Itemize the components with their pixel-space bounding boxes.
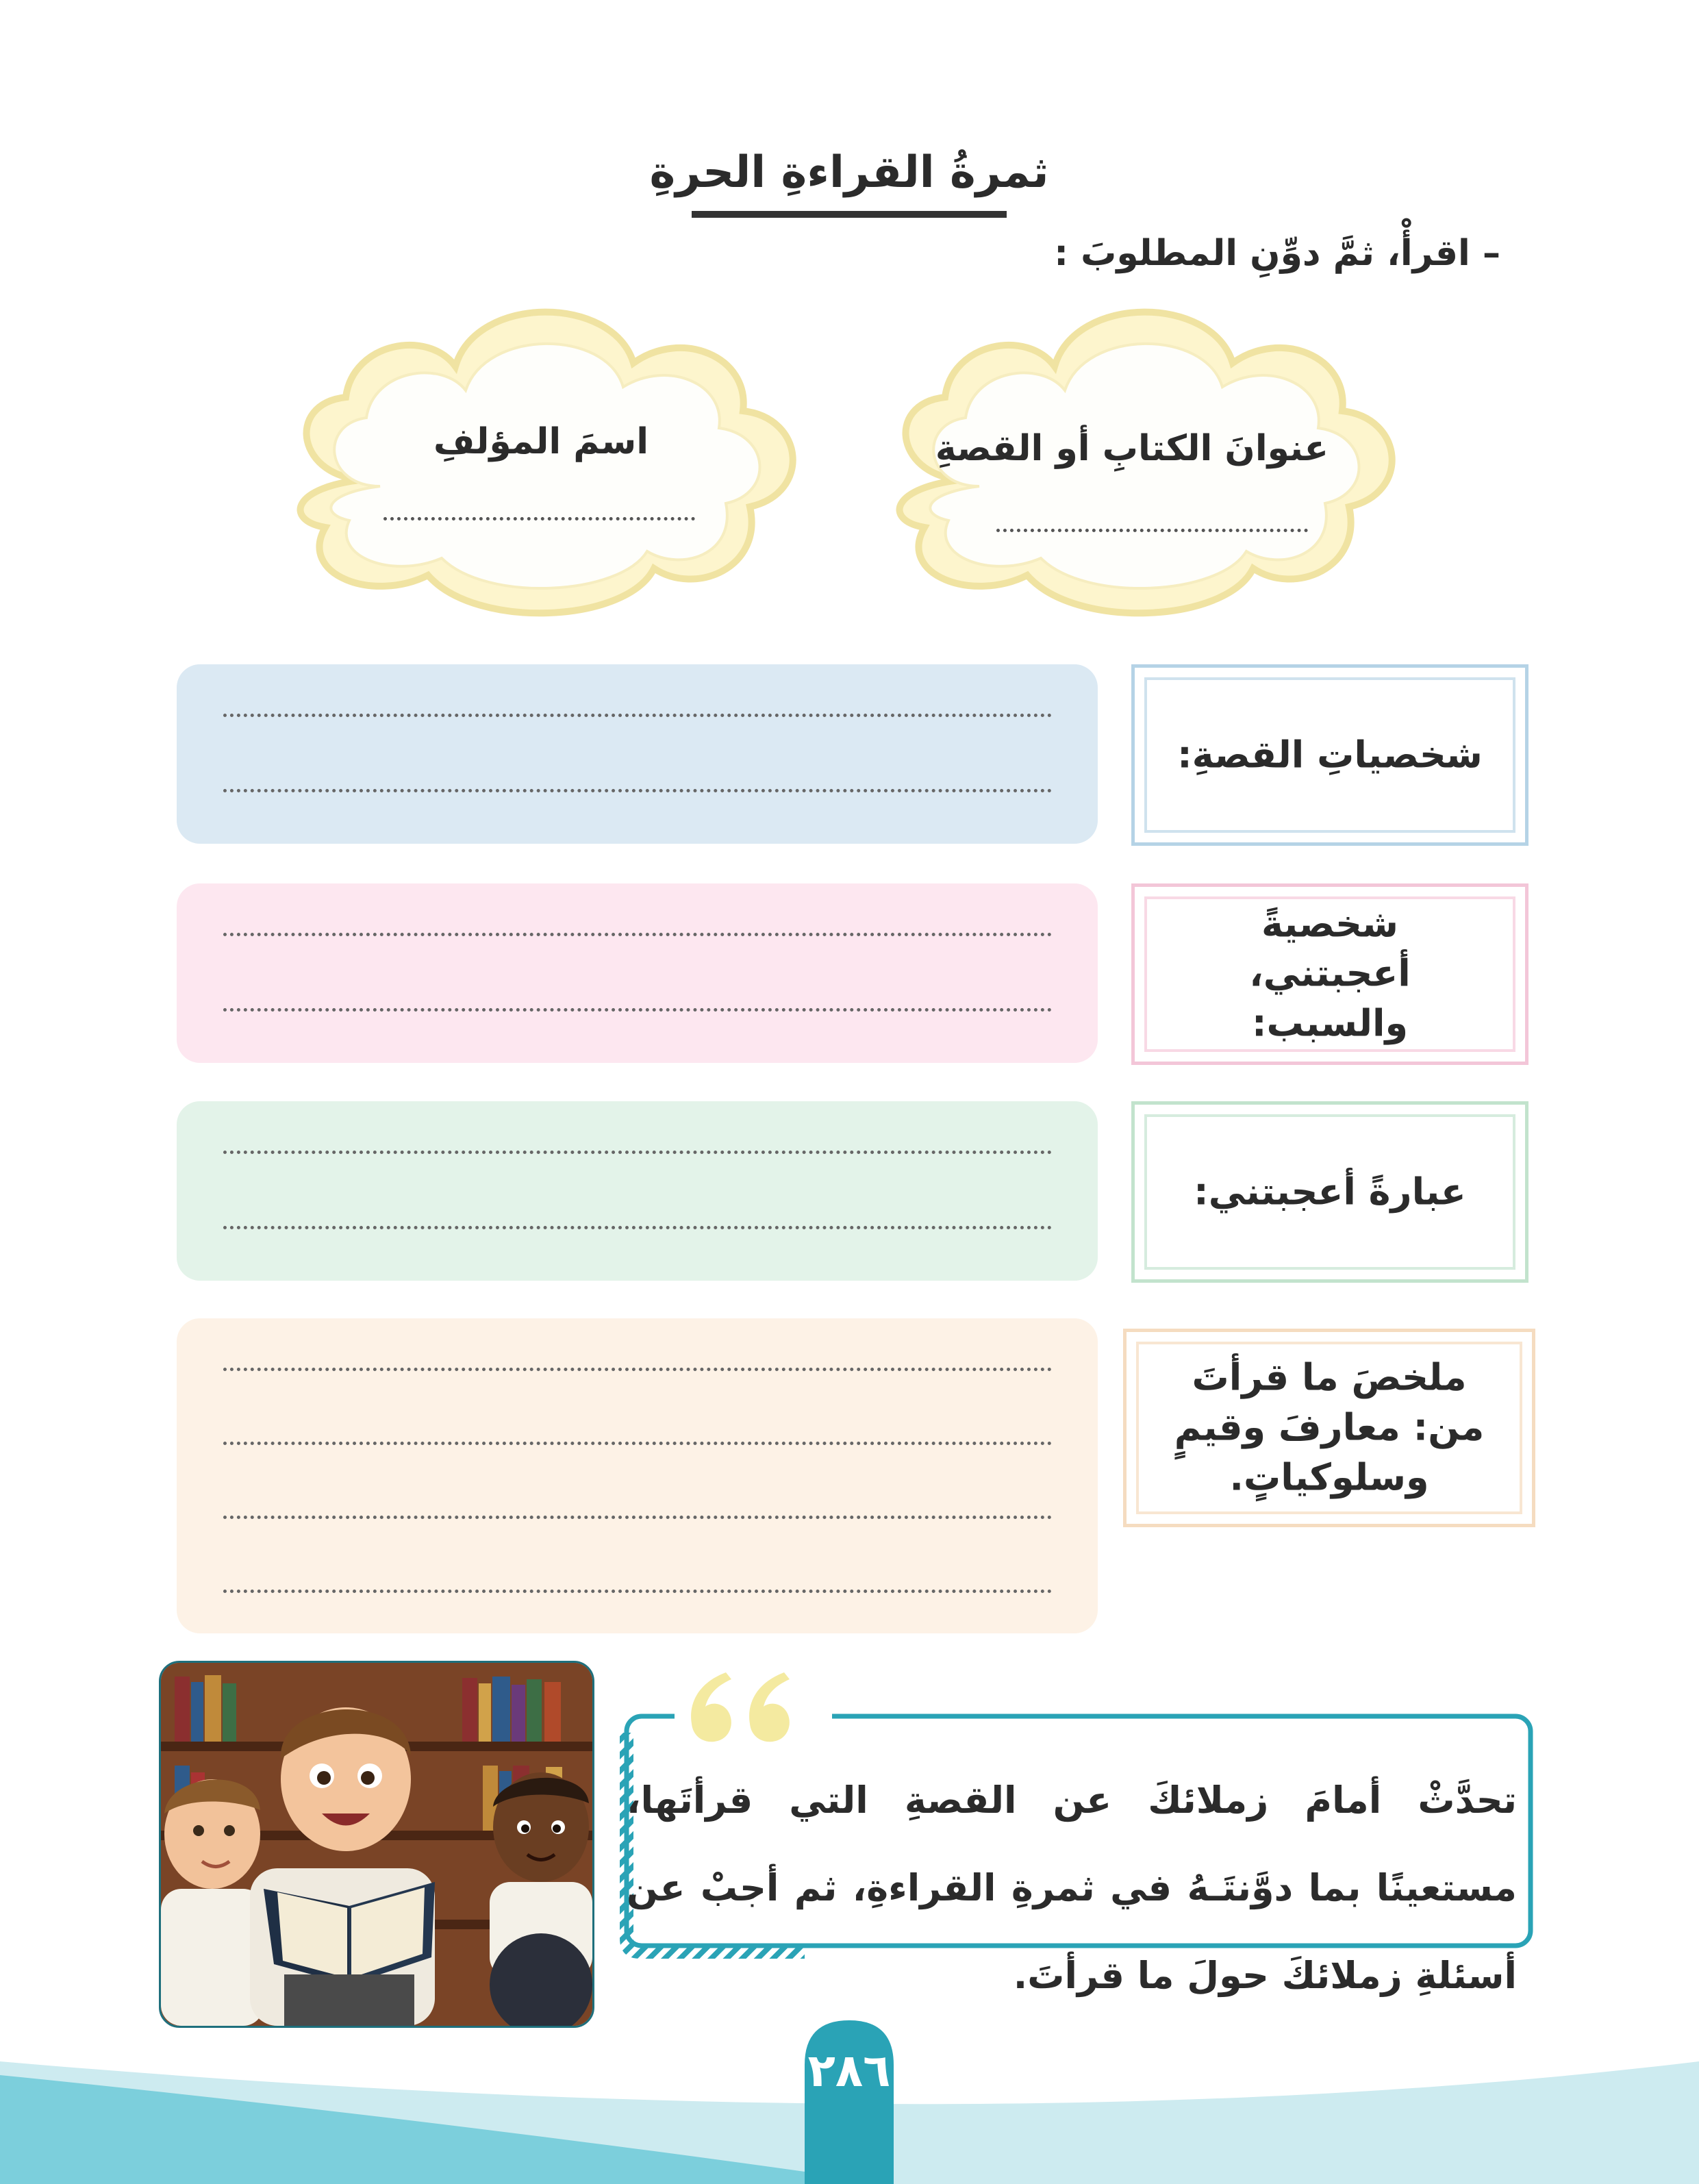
instruction-text: – اقرأْ، ثمَّ دوِّنِ المطلوبَ : [1054, 233, 1500, 274]
summary-answer-panel[interactable] [177, 1318, 1098, 1633]
favorite-character-answer-panel[interactable] [177, 883, 1098, 1063]
page-title: ثمرةُ القراءةِ الحرةِ [649, 147, 1049, 198]
book-title-label: عنوانَ الكتابِ أو القصةِ [935, 428, 1329, 469]
activity-instruction: تحدَّثْ أمامَ زملائكَ عن القصةِ التي قرأتَها، مستعينًا بما دوَّنتَـهُ في ثمرةِ القراءةِ، ثم أجبْ عن أسئلةِ زملائكَ حولَ ما قرأتَ. [627, 1779, 1517, 1997]
characters-label: شخصياتِ القصةِ: [1177, 733, 1483, 777]
author-cloud [270, 301, 811, 637]
answer-line[interactable] [223, 1590, 1052, 1593]
favorite-character-label-box [1131, 883, 1528, 1065]
characters-label-box [1131, 664, 1528, 846]
book-title-input-line[interactable] [996, 529, 1308, 532]
answer-line[interactable] [223, 1368, 1052, 1371]
answer-line[interactable] [223, 789, 1052, 792]
answer-line[interactable] [223, 1008, 1052, 1012]
answer-line[interactable] [223, 1442, 1052, 1445]
author-input-line[interactable] [383, 517, 695, 520]
answer-line[interactable] [223, 1226, 1052, 1229]
answer-line[interactable] [223, 714, 1052, 717]
children-reading-illustration [159, 1661, 594, 2028]
summary-label: ملخصَ ما قرأتَ من: معارفَ وقيمٍ وسلوكياتٍ. [1174, 1355, 1485, 1499]
title-underline [692, 211, 1007, 218]
favorite-phrase-label: عبارةً أعجبتني: [1194, 1170, 1466, 1214]
favorite-phrase-label-box [1131, 1101, 1528, 1283]
summary-label-box [1123, 1329, 1535, 1527]
answer-line[interactable] [223, 1151, 1052, 1154]
favorite-phrase-answer-panel[interactable] [177, 1101, 1098, 1281]
answer-line[interactable] [223, 1516, 1052, 1519]
characters-answer-panel[interactable] [177, 664, 1098, 844]
book-title-cloud [870, 301, 1411, 637]
author-label: اسمَ المؤلفِ [433, 421, 649, 462]
answer-line[interactable] [223, 933, 1052, 936]
favorite-character-label: شخصيةً أعجبتني، والسبب: [1249, 902, 1411, 1045]
page-number: ٢٨٦ [807, 2044, 891, 2097]
quote-mark-icon [685, 1666, 801, 1748]
